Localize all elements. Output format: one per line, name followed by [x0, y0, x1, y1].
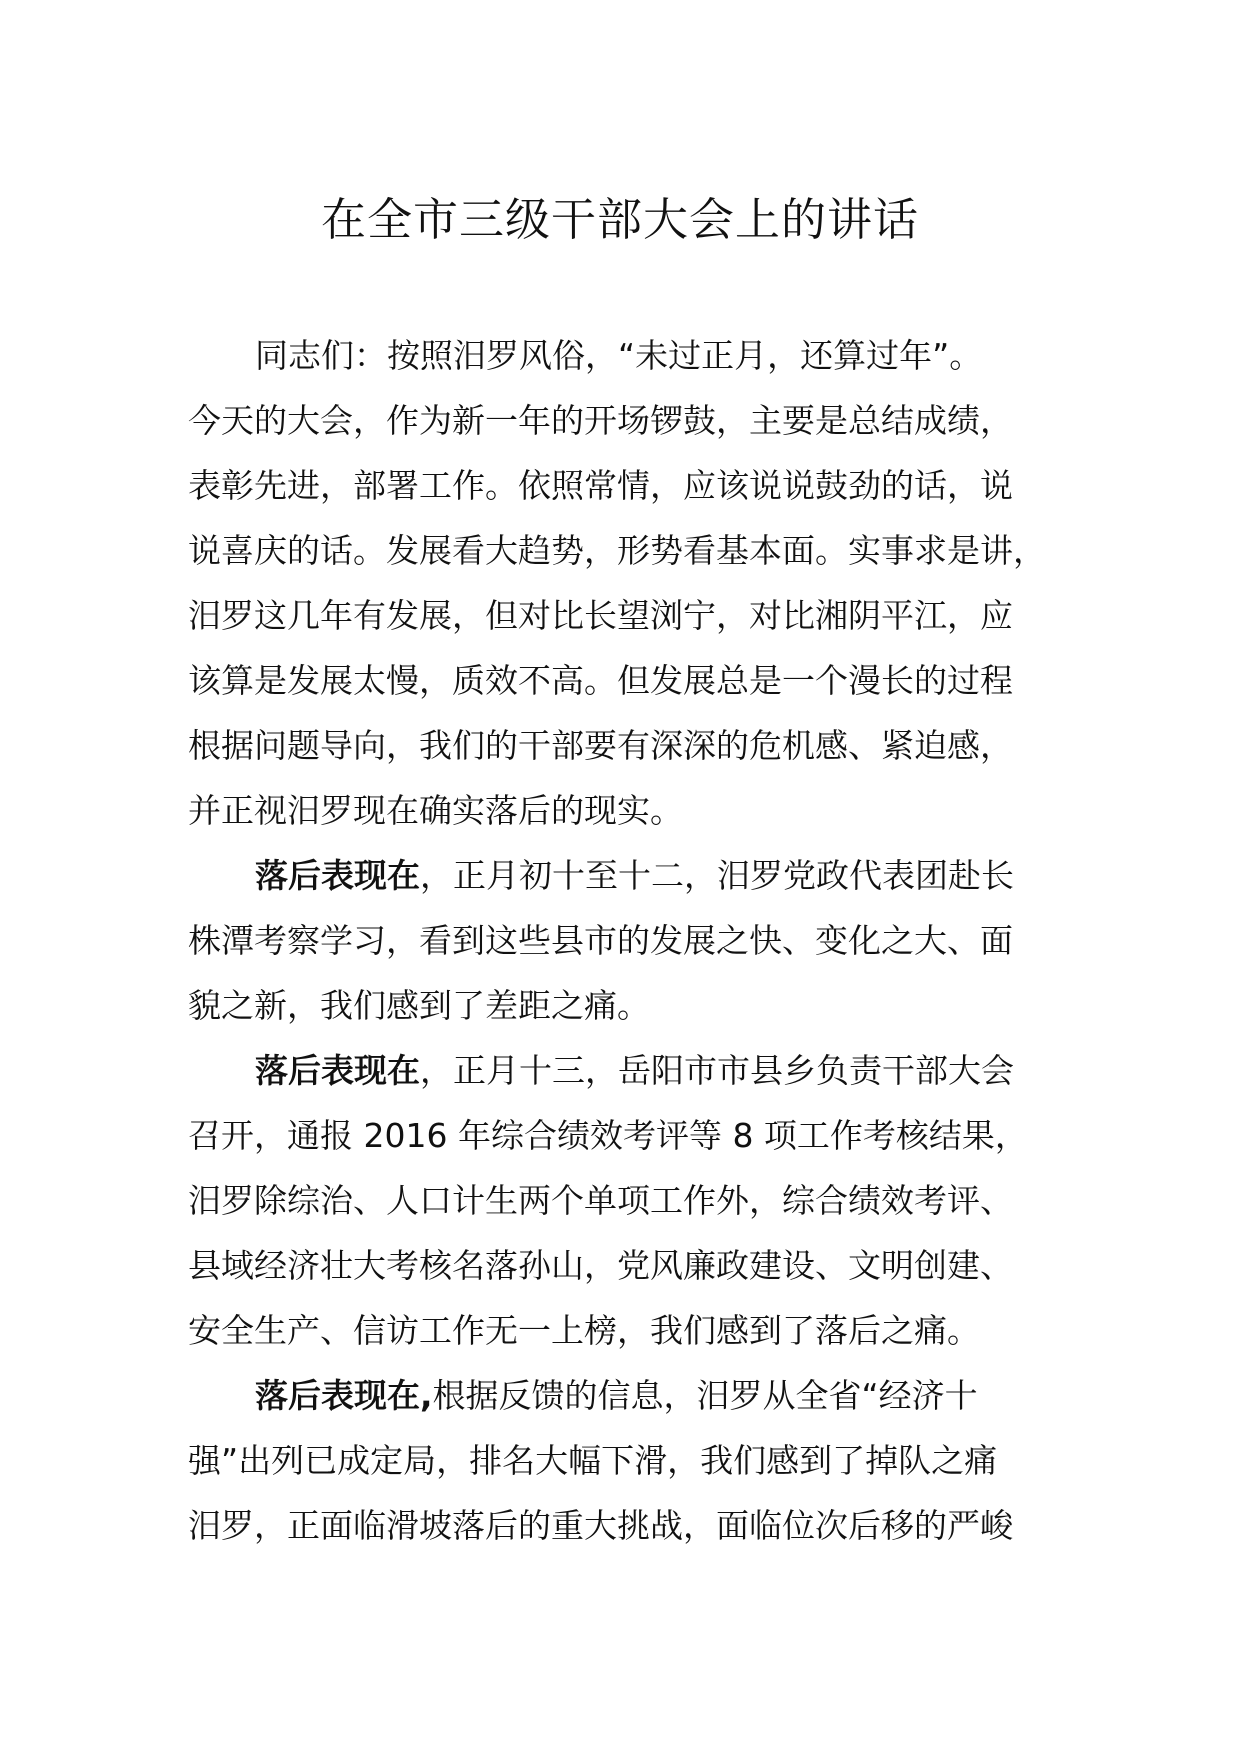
line-text: 同志们：按照汨罗风俗，“未过正月，还算过年”。	[255, 336, 983, 375]
line-text: ，正月初十至十二，汨罗党政代表团赴长	[420, 856, 1014, 895]
body-line	[188, 1298, 1088, 1363]
body-line	[188, 518, 1088, 583]
body-line	[188, 1103, 1088, 1168]
line-text: 说喜庆的话。发展看大趋势，形势看基本面。实事求是讲，	[188, 531, 1046, 570]
line-text: 今天的大会，作为新一年的开场锣鼓，主要是总结成绩，	[188, 401, 1013, 440]
body-line	[188, 778, 1088, 843]
body-line	[188, 1038, 1088, 1103]
line-text: 株潭考察学习，看到这些县市的发展之快、变化之大、面	[188, 921, 1013, 960]
line-text: 汨罗除综治、人口计生两个单项工作外，综合绩效考评、	[188, 1181, 1013, 1220]
body-line	[188, 1493, 1088, 1558]
document-title: 在全市三级干部大会上的讲话	[320, 193, 919, 246]
line-text: 汨罗，正面临滑坡落后的重大挑战，面临位次后移的严峻	[188, 1506, 1013, 1545]
body-line	[188, 453, 1088, 518]
line-text: 该算是发展太慢，质效不高。但发展总是一个漫长的过程	[188, 661, 1013, 700]
body-line	[188, 1428, 1088, 1493]
document-body	[188, 323, 1088, 1558]
bold-lead: 落后表现在,	[255, 1376, 433, 1415]
bold-lead: 落后表现在	[255, 856, 420, 895]
line-text: 根据反馈的信息，汨罗从全省“经济十	[432, 1376, 978, 1415]
line-text: 并正视汨罗现在确实落后的现实。	[188, 791, 683, 830]
line-text: 貌之新，我们感到了差距之痛。	[188, 986, 650, 1025]
body-line	[188, 583, 1088, 648]
body-line	[188, 648, 1088, 713]
line-text: 表彰先进，部署工作。依照常情，应该说说鼓劲的话，说	[188, 466, 1013, 505]
line-text: 汨罗这几年有发展，但对比长望浏宁，对比湘阴平江，应	[188, 596, 1013, 635]
body-line	[188, 908, 1088, 973]
line-text: ，正月十三，岳阳市市县乡负责干部大会	[420, 1051, 1014, 1090]
line-text: 根据问题导向，我们的干部要有深深的危机感、紧迫感，	[188, 726, 1013, 765]
bold-lead: 落后表现在	[255, 1051, 420, 1090]
body-line	[188, 713, 1088, 778]
body-line	[188, 323, 1088, 388]
line-text: 召开，通报 2016 年综合绩效考评等 8 项工作考核结果，	[188, 1116, 1028, 1155]
line-text: 强”出列已成定局，排名大幅下滑，我们感到了掉队之痛	[188, 1441, 998, 1480]
body-line	[188, 843, 1088, 908]
body-line	[188, 1233, 1088, 1298]
body-line	[188, 388, 1088, 453]
body-line	[188, 1363, 1088, 1428]
line-text: 县域经济壮大考核名落孙山，党风廉政建设、文明创建、	[188, 1246, 1013, 1285]
line-text: 安全生产、信访工作无一上榜，我们感到了落后之痛。	[188, 1311, 980, 1350]
body-line	[188, 973, 1088, 1038]
body-line	[188, 1168, 1088, 1233]
